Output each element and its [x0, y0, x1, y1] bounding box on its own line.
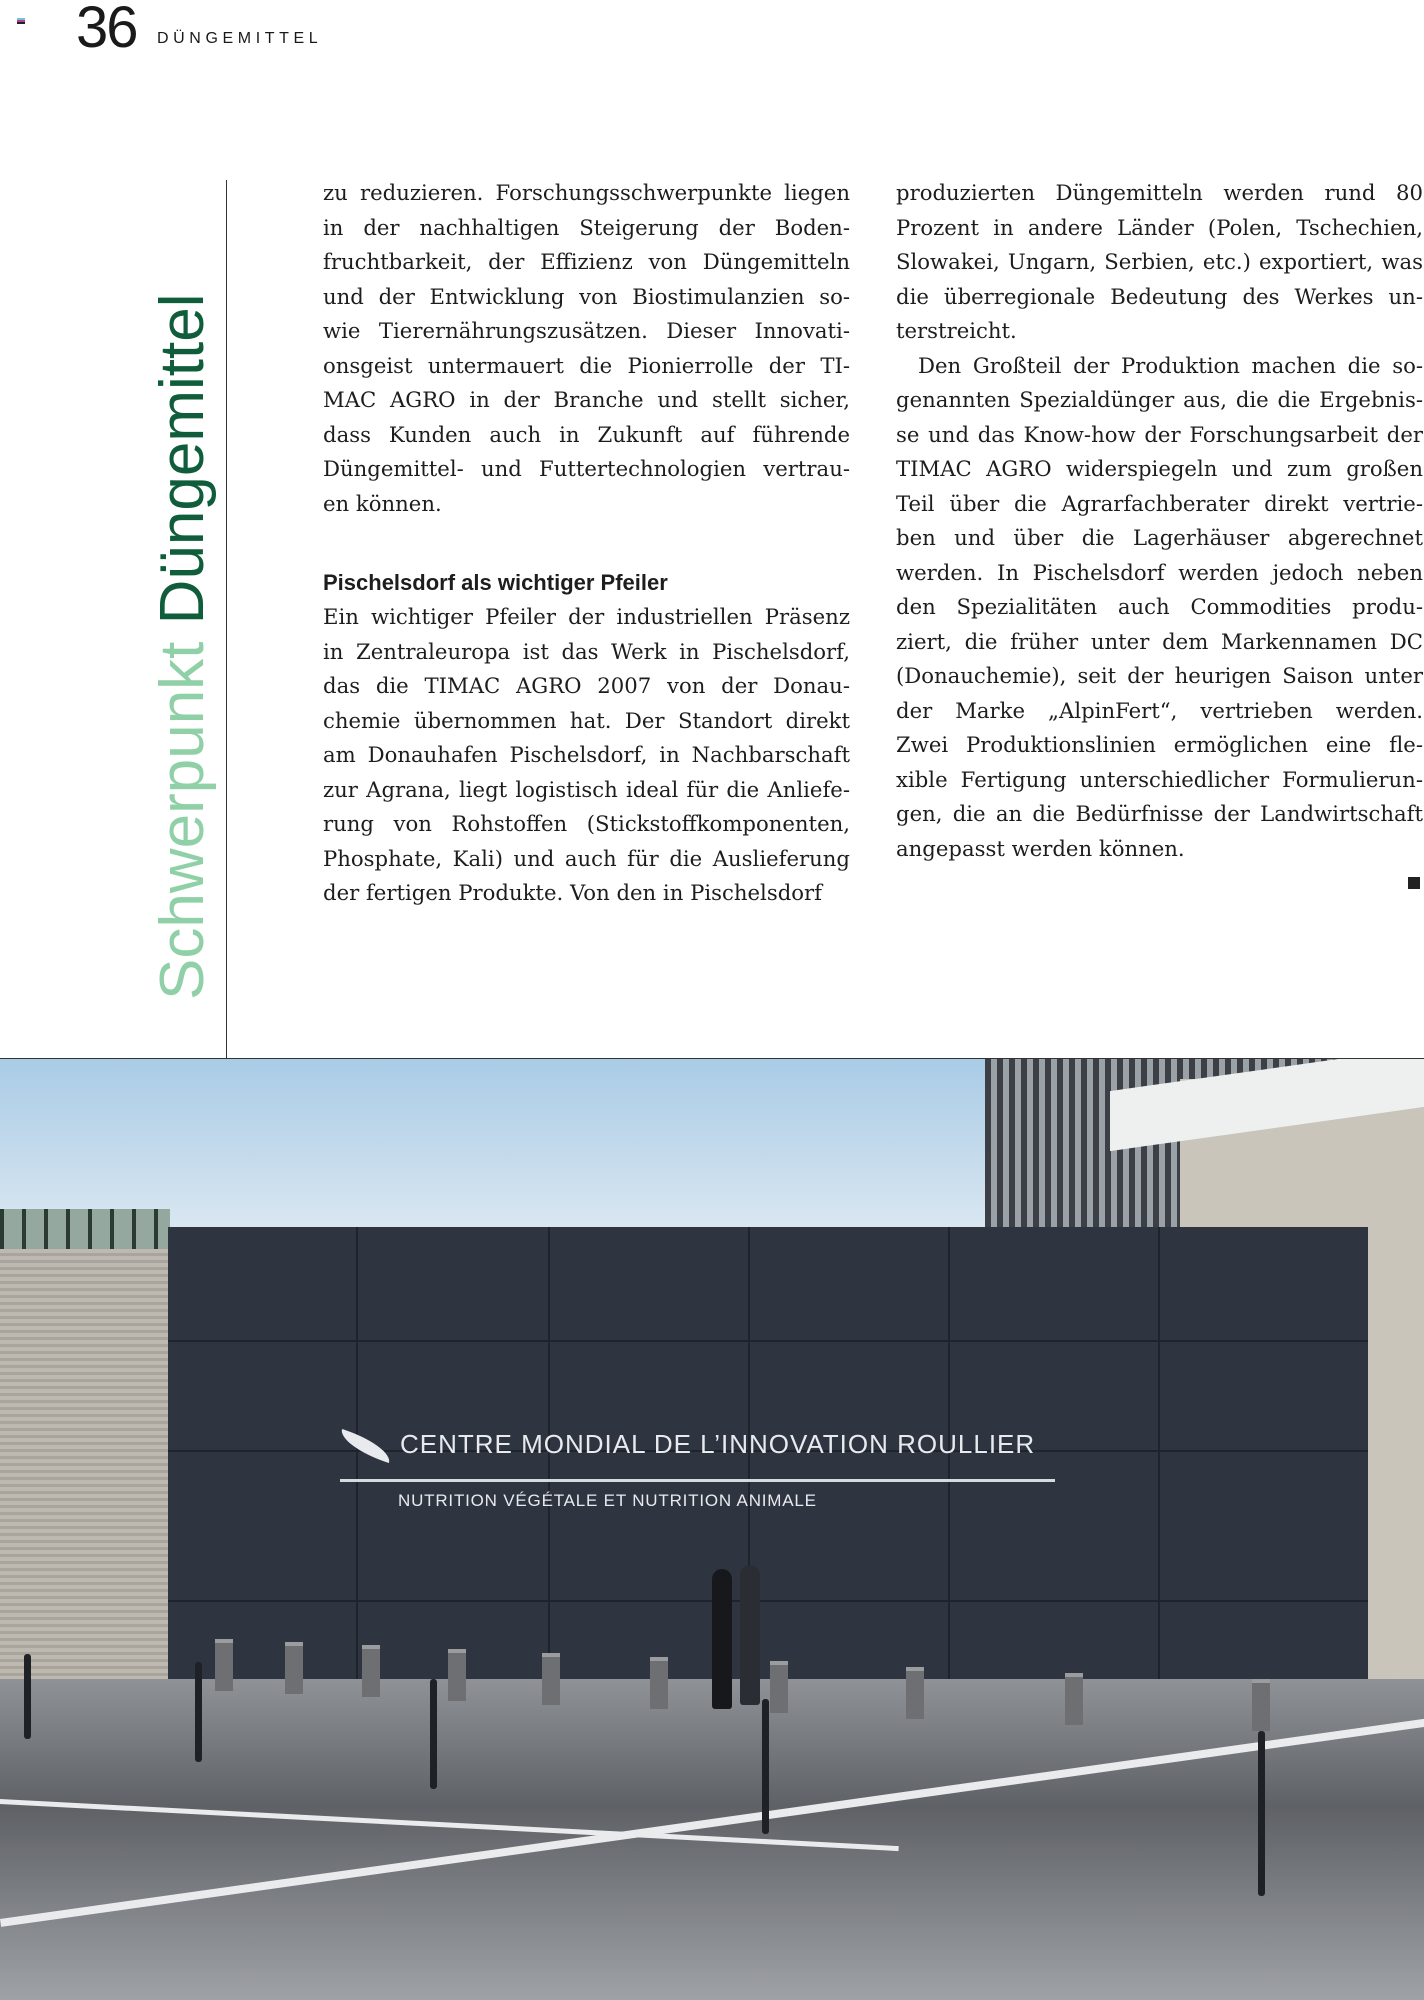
text-line: Ein wichtiger Pfeiler der industriellen Präsenz	[323, 604, 850, 629]
text-line: das die TIMAC AGRO 2007 von der Donau-	[323, 673, 850, 698]
text-line: am Donauhafen Pischelsdorf, in Nachbarschaft	[323, 742, 850, 767]
text-line: in Zentraleuropa ist das Werk in Pischelsdorf,	[323, 638, 850, 664]
text-line: rung von Rohstoffen (Stickstoffkomponenten,	[323, 811, 850, 836]
sign-subtitle: NUTRITION VÉGÉTALE ET NUTRITION ANIMALE	[398, 1491, 817, 1510]
text-column-1	[323, 176, 850, 911]
text-line: Den Großteil der Produktion machen die so-	[918, 352, 1423, 378]
text-line: den Spezialitäten auch Commodities produ-	[896, 594, 1423, 619]
text-line: chemie übernommen hat. Der Standort direkt	[323, 707, 850, 733]
text-line: wie Tierernährungszusätzen. Dieser Innovati-	[323, 318, 850, 343]
text-line: die überregionale Bedeutung des Werkes un-	[896, 283, 1423, 309]
text-line: en können.	[323, 490, 442, 516]
text-line: Phosphate, Kali) und auch für die Auslieferung	[323, 845, 850, 871]
text-line: se und das Know-how der Forschungsarbeit der	[896, 421, 1423, 447]
building-photo	[0, 1059, 1424, 2000]
text-line: angepasst werden können.	[896, 835, 1185, 861]
facade-wall	[168, 1227, 1368, 1742]
pedestrian	[740, 1565, 760, 1705]
text-line: MAC AGRO in der Branche und stellt sicher,	[323, 387, 850, 412]
text-line: zur Agrana, liegt logistisch ideal für die Anliefe-	[323, 776, 850, 802]
side-title-dark: Düngemittel	[148, 293, 217, 625]
text-line: ziert, die früher unter dem Markennamen DC	[896, 628, 1423, 654]
text-line: zu reduzieren. Forschungsschwerpunkte liegen	[323, 180, 850, 205]
text-line: onsgeist untermauert die Pionierrolle der TI-	[323, 352, 850, 378]
vertical-divider	[226, 180, 227, 1058]
paragraph	[896, 349, 1423, 867]
text-line: TIMAC AGRO widerspiegeln und zum großen	[896, 456, 1423, 481]
text-line: in der nachhaltigen Steigerung der Boden-	[323, 214, 850, 240]
text-line: produzierten Düngemitteln werden rund 80	[896, 180, 1423, 205]
text-line: xible Fertigung unterschiedlicher Formulierun-	[896, 766, 1423, 792]
text-line: der Marke „AlpinFert“, vertrieben werden.	[896, 697, 1423, 723]
text-line: Prozent in andere Länder (Polen, Tschechien,	[896, 214, 1423, 240]
print-marker	[17, 18, 25, 24]
end-of-article-mark	[1408, 877, 1420, 889]
text-line: fruchtbarkeit, der Effizienz von Düngemitteln	[323, 249, 850, 274]
text-line: ben und über die Lagerhäuser abgerechnet	[896, 525, 1423, 550]
text-line: der fertigen Produkte. Von den in Pischelsdorf	[323, 880, 822, 905]
text-line: Teil über die Agrarfachberater direkt vertrie-	[896, 490, 1423, 516]
paragraph	[323, 176, 850, 521]
paragraph	[323, 600, 850, 911]
text-line: werden. In Pischelsdorf werden jedoch neben	[896, 559, 1423, 585]
text-line: Zwei Produktionslinien ermöglichen eine fle-	[896, 732, 1423, 757]
side-title	[148, 294, 218, 1000]
pedestrian	[712, 1569, 732, 1709]
side-title-light: Schwerpunkt	[148, 641, 217, 1000]
section-label: DÜNGEMITTEL	[157, 30, 323, 47]
sign-title: CENTRE MONDIAL DE L’INNOVATION ROULLIER	[400, 1429, 1036, 1459]
subheading: Pischelsdorf als wichtiger Pfeiler	[323, 569, 668, 595]
text-line: dass Kunden auch in Zukunft auf führende	[323, 421, 850, 447]
paragraph	[896, 176, 1423, 349]
text-line: gen, die an die Bedürfnisse der Landwirtschaft	[896, 801, 1423, 826]
text-column-2	[896, 176, 1423, 866]
text-line: Slowakei, Ungarn, Serbien, etc.) exportiert, was	[896, 249, 1423, 274]
text-line: Düngemittel- und Futtertechnologien vertrau-	[323, 456, 850, 481]
text-line: (Donauchemie), seit der heurigen Saison unter	[896, 663, 1423, 688]
text-line: genannten Spezialdünger aus, die die Ergebnis-	[896, 387, 1423, 412]
text-line: und der Entwicklung von Biostimulanzien so-	[323, 283, 850, 309]
text-line: terstreicht.	[896, 318, 1017, 343]
page-number: 36	[76, 0, 137, 60]
